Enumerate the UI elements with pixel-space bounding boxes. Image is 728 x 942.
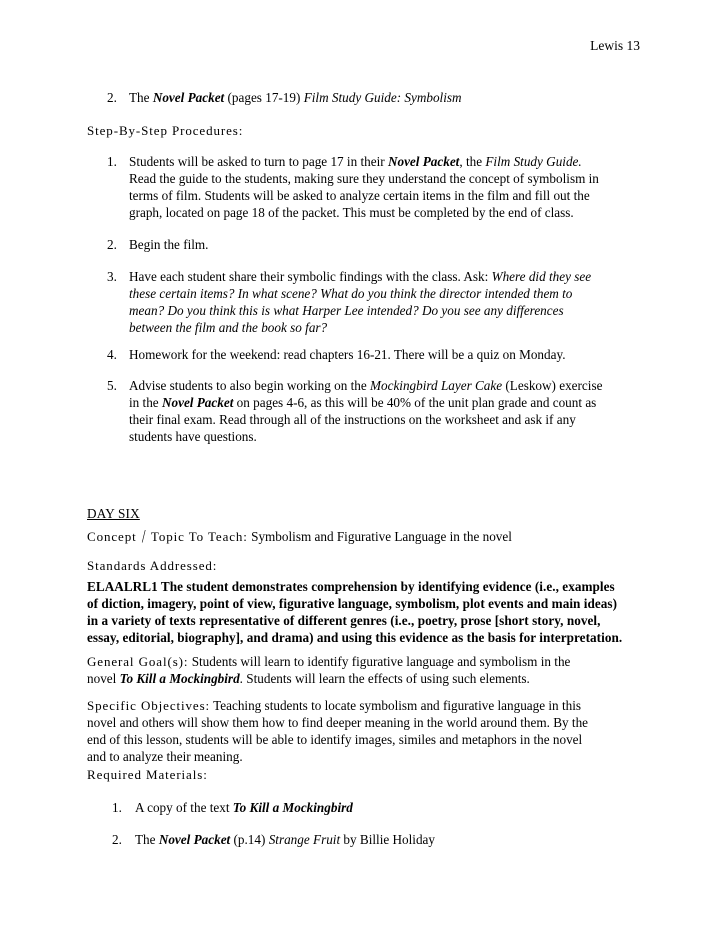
list-number: 1. <box>112 800 122 815</box>
standards-line: in a variety of texts representative of different genres (i.e., poetry, prose [short story, novel, <box>87 613 601 628</box>
standards-line: essay, editorial, biography], and drama) and using this evidence as the basis for interpretation. <box>87 630 623 645</box>
procedure-text-line: graph, located on page 18 of the packet. This must be completed by the end of class. <box>129 205 574 220</box>
list-number: 3. <box>107 269 117 284</box>
procedure-text-line: Homework for the weekend: read chapters 16-21. There will be a quiz on Monday. <box>129 347 566 362</box>
materials-item-text: A copy of the text To Kill a Mockingbird <box>135 800 353 815</box>
concept-line: Concept / Topic To Teach: Symbolism and Figurative Language in the novel <box>87 525 512 547</box>
materials-item-text: The Novel Packet (p.14) Strange Fruit by Billie Holiday <box>135 832 435 847</box>
procedures-heading: Step-By-Step Procedures: <box>87 123 244 138</box>
day-title: DAY SIX <box>87 506 140 521</box>
materials-item-text: The Novel Packet (pages 17-19) Film Study Guide: Symbolism <box>129 90 462 105</box>
procedure-text-line: Read the guide to the students, making sure they understand the concept of symbolism in <box>129 171 599 186</box>
goal-line: novel To Kill a Mockingbird. Students will learn the effects of using such elements. <box>87 671 530 686</box>
procedure-text-line: Have each student share their symbolic findings with the class. Ask: Where did they see <box>129 269 592 284</box>
objectives-line: and to analyze their meaning. <box>87 749 243 764</box>
procedure-text-line: these certain items? In what scene? What do you think the director intended them to <box>129 286 573 301</box>
procedure-text-line: in the Novel Packet on pages 4-6, as this will be 40% of the unit plan grade and count as <box>129 395 597 410</box>
list-number: 2. <box>107 90 117 105</box>
procedure-text-line: mean? Do you think this is what Harper Lee intended? Do you see any differences <box>129 303 564 318</box>
standards-line: ELAALRL1 The student demonstrates comprehension by identifying evidence (i.e., examples <box>87 579 615 594</box>
materials-heading: Required Materials: <box>87 767 208 782</box>
page-header: Lewis 13 <box>590 38 640 53</box>
procedure-text-line: Advise students to also begin working on the Mockingbird Layer Cake (Leskow) exercise <box>129 378 603 393</box>
procedure-text-line: Students will be asked to turn to page 17 in their Novel Packet, the Film Study Guide. <box>129 154 582 169</box>
procedure-text-line: their final exam. Read through all of the instructions on the worksheet and ask if any <box>129 412 576 427</box>
list-number: 2. <box>112 832 122 847</box>
procedure-text-line: students have questions. <box>129 429 257 444</box>
standards-line: of diction, imagery, point of view, figurative language, symbolism, plot events and main ideas) <box>87 596 618 611</box>
list-number: 5. <box>107 378 117 393</box>
standards-heading: Standards Addressed: <box>87 558 218 573</box>
objectives-line: end of this lesson, students will be able to identify images, similes and metaphors in the novel <box>87 732 583 747</box>
objectives-line: Specific Objectives: Teaching students to locate symbolism and figurative language in this <box>87 698 582 713</box>
procedure-text-line: terms of film. Students will be asked to analyze certain items in the film and fill out the <box>129 188 590 203</box>
procedure-text-line: between the film and the book so far? <box>129 320 328 335</box>
objectives-line: novel and others will show them how to find deeper meaning in the world around them. By the <box>87 715 589 730</box>
list-number: 2. <box>107 237 117 252</box>
procedure-text-line: Begin the film. <box>129 237 209 252</box>
list-number: 4. <box>107 347 117 362</box>
list-number: 1. <box>107 154 117 169</box>
goal-line: General Goal(s): Students will learn to identify figurative language and symbolism in the <box>87 654 571 669</box>
